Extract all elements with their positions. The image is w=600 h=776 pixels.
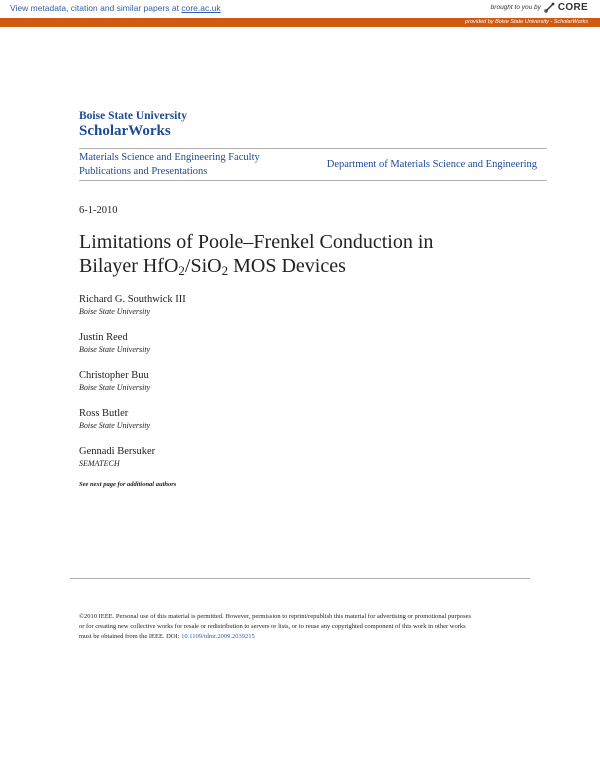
- collection-top-rule: [79, 148, 547, 149]
- copyright-line-3-text: must be obtained from the IEEE. DOI:: [79, 633, 182, 640]
- see-next-page-note: See next page for additional authors: [79, 481, 177, 488]
- core-ac-uk-link[interactable]: core.ac.uk: [181, 3, 221, 13]
- author-affiliation: Boise State University: [79, 345, 151, 354]
- doi-link[interactable]: 10.1109/tdmr.2009.2039215: [181, 633, 255, 640]
- metadata-link-prefix: View metadata, citation and similar papers at: [10, 3, 182, 13]
- copyright-line-1: ©2010 IEEE. Personal use of this material is permitted. However, permission to reprint/republish this material for advertising or promotional purposes: [79, 613, 472, 620]
- author-entry: [79, 331, 186, 369]
- author-name[interactable]: Justin Reed: [79, 332, 128, 343]
- core-logo-icon: [544, 2, 555, 13]
- scholarworks-name: ScholarWorks: [79, 123, 171, 139]
- publication-date: 6-1-2010: [79, 205, 118, 216]
- department-link[interactable]: Department of Materials Science and Engineering: [326, 159, 537, 170]
- copyright-notice: [79, 612, 529, 642]
- author-list: [79, 293, 186, 483]
- title-subscript-2: 2: [221, 263, 229, 278]
- author-affiliation: Boise State University: [79, 307, 151, 316]
- collection-left-line2: Publications and Presentations: [79, 165, 208, 177]
- author-entry: [79, 407, 186, 445]
- paper-title: [79, 230, 549, 283]
- author-name[interactable]: Ross Butler: [79, 408, 129, 419]
- author-name[interactable]: Gennadi Bersuker: [79, 446, 156, 457]
- title-mos-text: MOS Devices: [228, 255, 346, 277]
- faculty-publications-link[interactable]: [79, 151, 260, 178]
- copyright-line-3: [79, 632, 529, 642]
- footer-rule: [70, 578, 530, 579]
- author-name[interactable]: Richard G. Southwick III: [79, 294, 186, 305]
- university-name: Boise State University: [79, 110, 187, 122]
- brought-to-you-by[interactable]: [491, 2, 588, 13]
- core-logo-text: CORE: [557, 2, 588, 13]
- provided-by-bar: [0, 18, 600, 27]
- title-subscript-1: 2: [178, 263, 185, 278]
- view-metadata-link[interactable]: [10, 3, 221, 13]
- author-affiliation: SEMATECH: [79, 459, 120, 468]
- institution-logo[interactable]: [79, 110, 187, 139]
- title-line-2: [79, 254, 549, 283]
- author-affiliation: Boise State University: [79, 421, 151, 430]
- collection-row: [79, 151, 547, 179]
- author-entry: [79, 369, 186, 407]
- copyright-line-2: or for creating new collective works for resale or redistribution to servers or lists, or to reuse any copyrighted component of this work in other works: [79, 623, 466, 630]
- core-header-bar: [0, 0, 600, 18]
- brought-label: brought to you by: [490, 4, 541, 11]
- collection-bottom-rule: [79, 180, 547, 181]
- author-affiliation: Boise State University: [79, 383, 151, 392]
- author-entry: [79, 293, 186, 331]
- author-entry: [79, 445, 186, 483]
- title-sio-text: /SiO: [184, 255, 222, 277]
- author-name[interactable]: Christopher Buu: [79, 370, 149, 381]
- title-hfo-text: Bilayer HfO: [79, 255, 179, 277]
- provided-by-text[interactable]: provided by Boise State University - ScholarWorks: [465, 19, 588, 25]
- collection-left-line1: Materials Science and Engineering Faculty: [79, 152, 260, 163]
- title-line-1: Limitations of Poole–Frenkel Conduction in: [79, 231, 434, 253]
